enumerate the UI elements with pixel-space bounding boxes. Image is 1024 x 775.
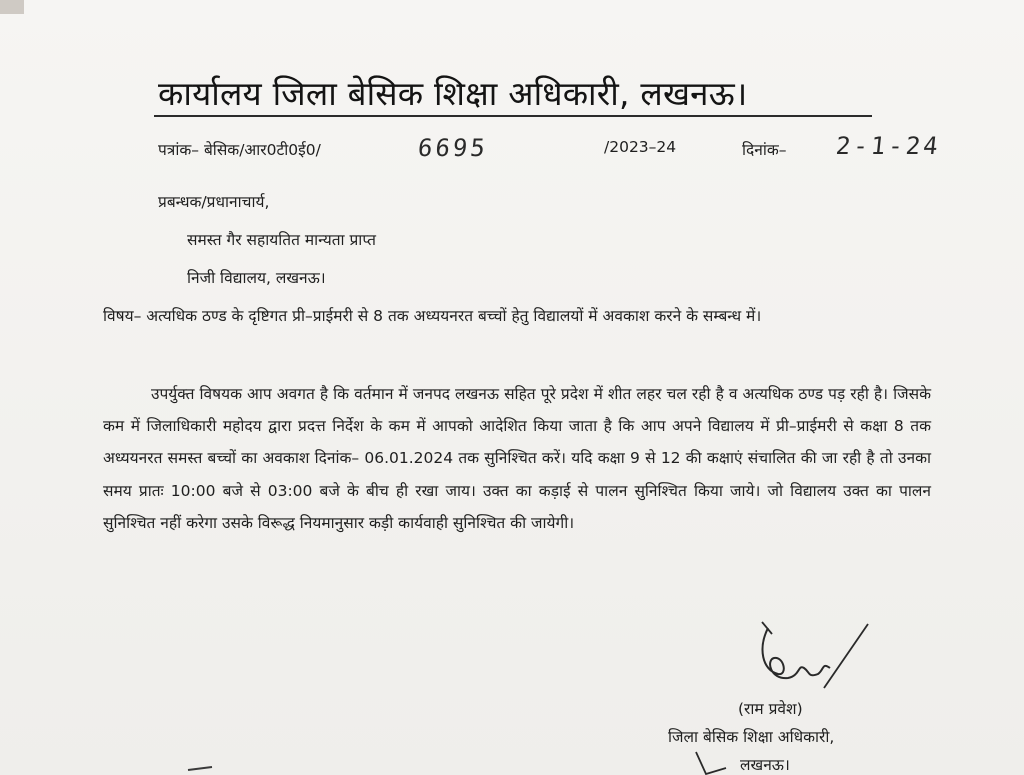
addressee-line-3: निजी विद्यालय, लखनऊ।: [187, 269, 326, 287]
reference-year: /2023–24: [604, 138, 677, 156]
ink-stroke-mark: [186, 765, 214, 771]
reference-prefix: पत्रांक– बेसिक/आर0टी0ई0/: [158, 141, 321, 159]
paper-corner-mark: [0, 0, 24, 14]
signature-flourish: [820, 622, 870, 692]
signatory-city: लखनऊ।: [740, 756, 790, 774]
date-label: दिनांक–: [742, 141, 787, 159]
reference-number: 6695: [416, 134, 490, 162]
heading-underline: [154, 115, 872, 117]
addressee-line-1: प्रबन्धक/प्रधानाचार्य,: [158, 193, 270, 211]
subject-line: विषय– अत्यधिक ठण्ड के दृष्टिगत प्री–प्राईमरी से 8 तक अध्ययनरत बच्चों हेतु विद्यालयों में अवकाश करने के सम्बन्ध में।: [103, 307, 762, 325]
addressee-line-2: समस्त गैर सहायतित मान्यता प्राप्त: [187, 231, 376, 249]
office-heading: कार्यालय जिला बेसिक शिक्षा अधिकारी, लखनऊ।: [158, 74, 748, 113]
letter-date: 2-1-24: [834, 132, 943, 160]
ink-tick-mark: [690, 748, 730, 775]
signatory-name: (राम प्रवेश): [738, 700, 803, 718]
letter-body: उपर्युक्त विषयक आप अवगत है कि वर्तमान में जनपद लखनऊ सहित पूरे प्रदेश में शीत लहर चल रही है व अत्यधिक ठण्ड पड़ रही है। जिसके कम में जिलाधिकारी महोदय द्वारा प्रदत्त निर्देश के कम में आपको आदेशित किया जाता है कि आप अपने विद्यालय में प्री–प्राईमरी से कक्षा 8 तक अध्ययनरत समस्त बच्चों का अवकाश दिनांक– 06.01.2024 तक सुनिश्चित करें। यदि कक्षा 9 से 12 की कक्षाएं संचालित की जा रही है तो उनका समय प्रातः 10:00 बजे से 03:00 बजे के बीच ही रखा जाय। उक्त का कड़ाई से पालन सुनिश्चित किया जाये। जो विद्यालय उक्त का पालन सुनिश्चित नहीं करेगा उसके विरूद्ध नियमानुसार कड़ी कार्यवाही सुनिश्चित की जायेगी।: [103, 385, 931, 532]
signatory-designation: जिला बेसिक शिक्षा अधिकारी,: [668, 728, 835, 746]
